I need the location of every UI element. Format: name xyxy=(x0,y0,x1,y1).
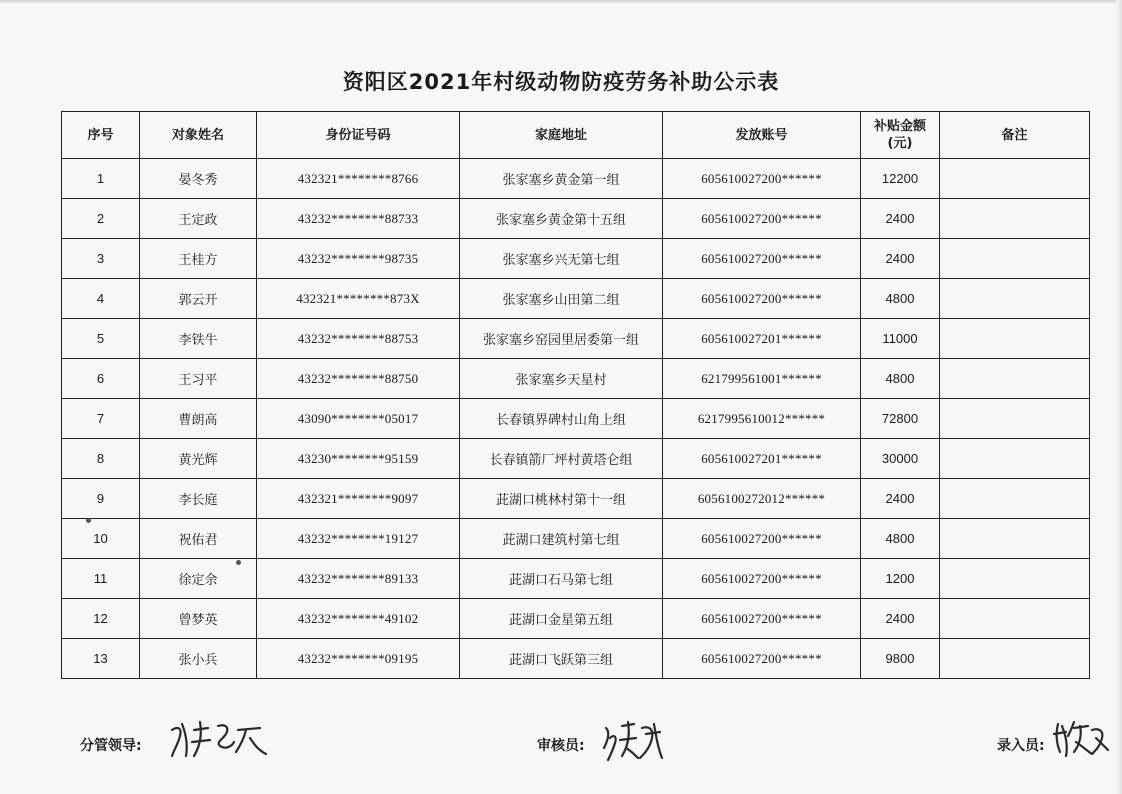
cell-address: 茈湖口桃林村第十一组 xyxy=(460,479,663,519)
cell-amount: 9800 xyxy=(861,639,940,679)
cell-remark xyxy=(940,599,1090,639)
scan-speck xyxy=(236,560,241,565)
cell-account: 6056100272012****** xyxy=(663,479,861,519)
cell-name: 张小兵 xyxy=(140,639,257,679)
table-row xyxy=(62,319,1090,359)
cell-remark xyxy=(940,439,1090,479)
supervisor-signature xyxy=(168,716,270,762)
cell-index: 11 xyxy=(62,559,140,599)
table-row xyxy=(62,599,1090,639)
cell-name: 王习平 xyxy=(140,359,257,399)
header-amount-line1: 补贴金额 xyxy=(873,119,926,134)
cell-amount: 1200 xyxy=(861,559,940,599)
header-index: 序号 xyxy=(62,112,140,159)
table-row xyxy=(62,399,1090,439)
cell-index: 3 xyxy=(62,239,140,279)
cell-id-number: 43232********98735 xyxy=(257,239,460,279)
cell-id-number: 43230********95159 xyxy=(257,439,460,479)
cell-remark xyxy=(940,239,1090,279)
cell-amount: 12200 xyxy=(861,159,940,199)
cell-address: 茈湖口建筑村第七组 xyxy=(460,519,663,559)
cell-name: 郭云开 xyxy=(140,279,257,319)
document-title: 资阳区2021年村级动物防疫劳务补助公示表 xyxy=(342,70,780,94)
table-row xyxy=(62,199,1090,239)
header-address: 家庭地址 xyxy=(460,112,663,159)
cell-name: 王桂方 xyxy=(140,239,257,279)
cell-remark xyxy=(940,159,1090,199)
table-body xyxy=(62,159,1090,679)
cell-index: 8 xyxy=(62,439,140,479)
cell-index: 4 xyxy=(62,279,140,319)
cell-index: 13 xyxy=(62,639,140,679)
cell-amount: 2400 xyxy=(861,599,940,639)
cell-remark xyxy=(940,199,1090,239)
cell-name: 徐定余 xyxy=(140,559,257,599)
table-row xyxy=(62,479,1090,519)
cell-id-number: 43232********19127 xyxy=(257,519,460,559)
cell-name: 王定政 xyxy=(140,199,257,239)
cell-remark xyxy=(940,359,1090,399)
cell-account: 605610027201****** xyxy=(663,319,861,359)
cell-account: 605610027200****** xyxy=(663,199,861,239)
cell-remark xyxy=(940,279,1090,319)
cell-index: 7 xyxy=(62,399,140,439)
table-row xyxy=(62,639,1090,679)
cell-account: 605610027200****** xyxy=(663,519,861,559)
table-row xyxy=(62,439,1090,479)
supervisor-label: 分管领导: xyxy=(80,738,142,754)
cell-address: 张家塞乡天星村 xyxy=(460,359,663,399)
scan-top-edge xyxy=(0,0,1122,4)
table-row xyxy=(62,159,1090,199)
cell-account: 605610027200****** xyxy=(663,279,861,319)
cell-id-number: 43232********88750 xyxy=(257,359,460,399)
cell-account: 605610027200****** xyxy=(663,159,861,199)
cell-index: 10 xyxy=(62,519,140,559)
cell-id-number: 432321********873X xyxy=(257,279,460,319)
reviewer-label: 审核员: xyxy=(537,738,585,754)
cell-name: 李铁牛 xyxy=(140,319,257,359)
table-header-row xyxy=(62,112,1090,159)
cell-id-number: 43232********09195 xyxy=(257,639,460,679)
cell-index: 2 xyxy=(62,199,140,239)
cell-index: 1 xyxy=(62,159,140,199)
header-account: 发放账号 xyxy=(663,112,861,159)
header-remark: 备注 xyxy=(940,112,1090,159)
cell-amount: 2400 xyxy=(861,479,940,519)
table-row xyxy=(62,239,1090,279)
cell-account: 605610027200****** xyxy=(663,639,861,679)
cell-id-number: 432321********8766 xyxy=(257,159,460,199)
header-name: 对象姓名 xyxy=(140,112,257,159)
cell-name: 祝佑君 xyxy=(140,519,257,559)
cell-amount: 2400 xyxy=(861,199,940,239)
cell-id-number: 43232********49102 xyxy=(257,599,460,639)
cell-amount: 72800 xyxy=(861,399,940,439)
cell-id-number: 43232********88733 xyxy=(257,199,460,239)
cell-index: 12 xyxy=(62,599,140,639)
cell-remark xyxy=(940,519,1090,559)
header-id-number: 身份证号码 xyxy=(257,112,460,159)
cell-address: 茈湖口石马第七组 xyxy=(460,559,663,599)
cell-remark xyxy=(940,319,1090,359)
scan-speck xyxy=(86,518,91,523)
cell-address: 张家塞乡黄金第一组 xyxy=(460,159,663,199)
cell-account: 605610027200****** xyxy=(663,559,861,599)
cell-name: 晏冬秀 xyxy=(140,159,257,199)
header-amount-line2: (元) xyxy=(887,136,913,151)
cell-address: 茈湖口飞跃第三组 xyxy=(460,639,663,679)
subsidy-table xyxy=(61,111,1090,679)
cell-name: 李长庭 xyxy=(140,479,257,519)
scan-right-edge xyxy=(1116,0,1122,794)
cell-account: 605610027200****** xyxy=(663,239,861,279)
cell-account: 621799561001****** xyxy=(663,359,861,399)
table-row xyxy=(62,359,1090,399)
cell-address: 张家塞乡黄金第十五组 xyxy=(460,199,663,239)
cell-id-number: 432321********9097 xyxy=(257,479,460,519)
header-amount xyxy=(861,112,940,159)
cell-remark xyxy=(940,399,1090,439)
cell-remark xyxy=(940,479,1090,519)
cell-name: 黄光辉 xyxy=(140,439,257,479)
cell-name: 曹朗高 xyxy=(140,399,257,439)
cell-id-number: 43090********05017 xyxy=(257,399,460,439)
cell-amount: 4800 xyxy=(861,279,940,319)
cell-amount: 30000 xyxy=(861,439,940,479)
table-row xyxy=(62,519,1090,559)
cell-amount: 4800 xyxy=(861,519,940,559)
cell-address: 长春镇界碑村山角上组 xyxy=(460,399,663,439)
cell-amount: 4800 xyxy=(861,359,940,399)
cell-account: 605610027200****** xyxy=(663,599,861,639)
recorder-signature xyxy=(1052,716,1110,762)
cell-address: 张家塞乡兴无第七组 xyxy=(460,239,663,279)
recorder-label: 录入员: xyxy=(997,738,1045,754)
reviewer-signature xyxy=(600,718,666,762)
cell-account: 6217995610012****** xyxy=(663,399,861,439)
cell-index: 9 xyxy=(62,479,140,519)
cell-index: 5 xyxy=(62,319,140,359)
cell-address: 长春镇箭厂坪村黄塔仑组 xyxy=(460,439,663,479)
cell-address: 张家塞乡窑园里居委第一组 xyxy=(460,319,663,359)
cell-index: 6 xyxy=(62,359,140,399)
cell-account: 605610027201****** xyxy=(663,439,861,479)
cell-id-number: 43232********89133 xyxy=(257,559,460,599)
cell-remark xyxy=(940,559,1090,599)
cell-amount: 11000 xyxy=(861,319,940,359)
table-row xyxy=(62,279,1090,319)
cell-id-number: 43232********88753 xyxy=(257,319,460,359)
cell-address: 茈湖口金星第五组 xyxy=(460,599,663,639)
cell-address: 张家塞乡山田第二组 xyxy=(460,279,663,319)
cell-amount: 2400 xyxy=(861,239,940,279)
table-row xyxy=(62,559,1090,599)
cell-remark xyxy=(940,639,1090,679)
cell-name: 曾梦英 xyxy=(140,599,257,639)
